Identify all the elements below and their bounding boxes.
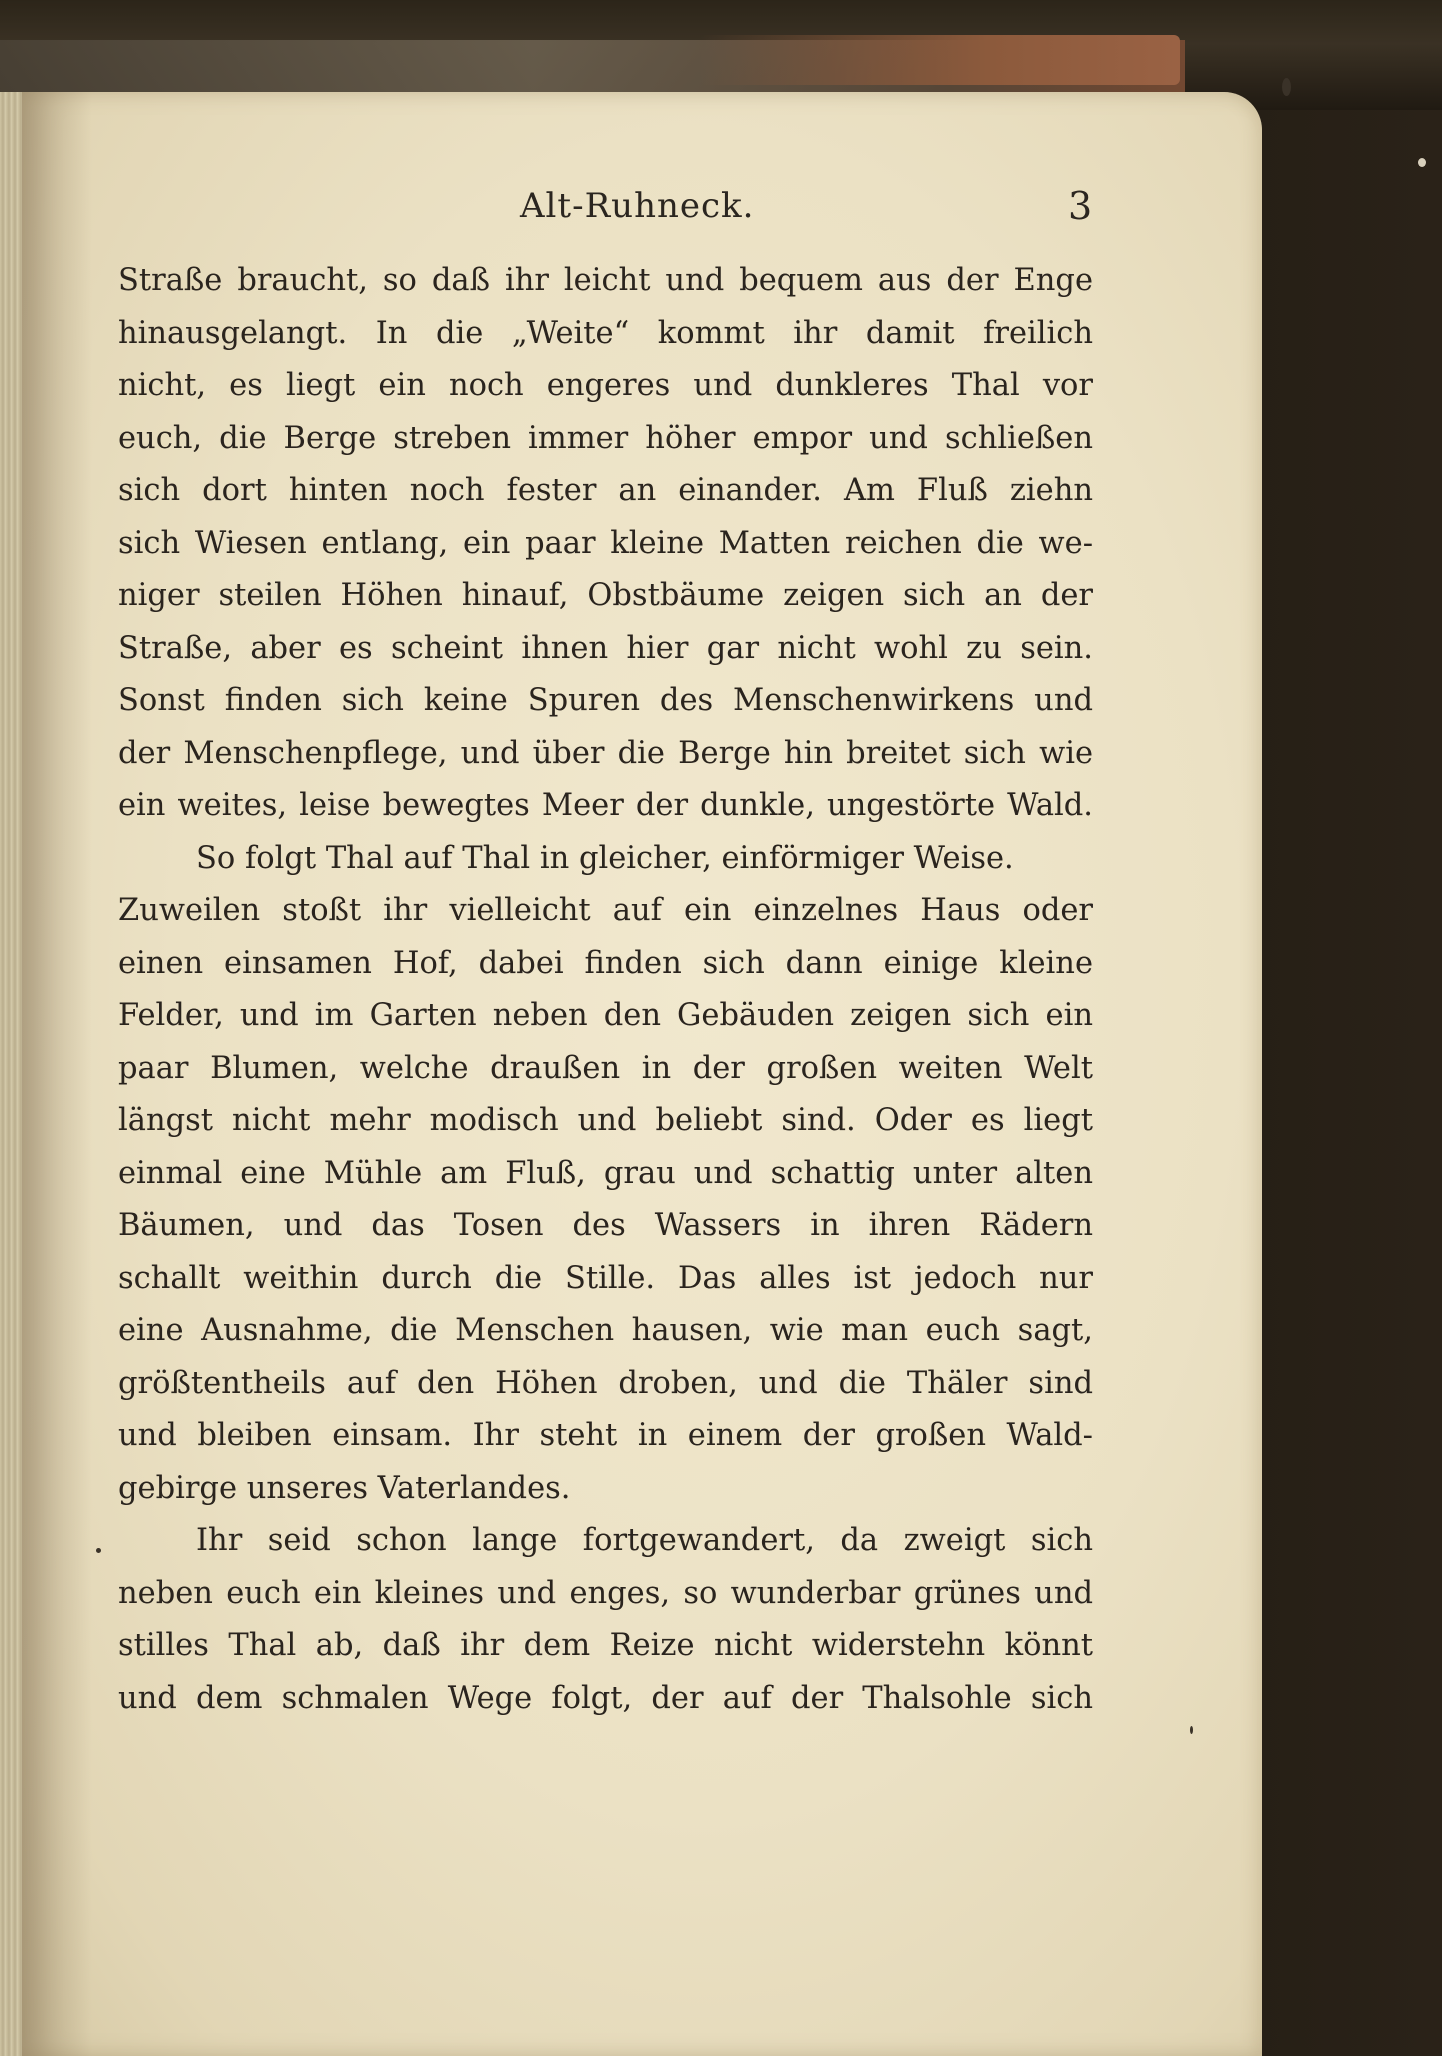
text-line: gebirge unseres Vaterlandes. [118, 1470, 571, 1506]
text-line: Straße, aber es scheint ihnen hier gar nicht wohl zu sein. [118, 630, 1093, 666]
text-line: größtentheils auf den Höhen droben, und die Thäler sind [118, 1365, 1093, 1401]
text-line: Bäumen, und das Tosen des Wassers in ihren Rädern [118, 1208, 1093, 1243]
text-line: Felder, und im Garten neben den Gebäuden zeigen sich ein [118, 998, 1093, 1033]
text-line: sich Wiesen entlang, ein paar kleine Matten reichen die we- [118, 525, 1093, 561]
page-number: 3 [1068, 184, 1093, 228]
text-line: Straße braucht, so daß ihr leicht und bequem aus der Enge [118, 263, 1093, 298]
gutter-shadow [22, 92, 92, 2056]
text-line: neben euch ein kleines und enges, so wunderbar grünes und [118, 1575, 1093, 1611]
text-line: längst nicht mehr modisch und beliebt sind. Oder es liegt [118, 1103, 1093, 1138]
book-cover-stain [700, 35, 1180, 85]
scan-speck [96, 1548, 101, 1553]
text-line: Zuweilen stoßt ihr vielleicht auf ein einzelnes Haus oder [118, 893, 1093, 928]
text-line: sich dort hinten noch fester an einander. Am Fluß ziehn [118, 473, 1093, 508]
scan-speck [1190, 1726, 1193, 1734]
text-line: und dem schmalen Wege folgt, der auf der Thalsohle sich [118, 1680, 1093, 1716]
text-line: der Menschenpflege, und über die Berge hin breitet sich wie [118, 735, 1093, 771]
text-line: einmal eine Mühle am Fluß, grau und schattig unter alten [118, 1155, 1093, 1191]
text-line: euch, die Berge streben immer höher empor und schließen [118, 420, 1093, 456]
text-line: ein weites, leise bewegtes Meer der dunkle, ungestörte Wald. [118, 788, 1093, 823]
running-head: Alt-Ruhneck. [520, 186, 755, 226]
text-line: So folgt Thal auf Thal in gleicher, einförmiger Weise. [196, 840, 1014, 876]
text-line: Sonst finden sich keine Spuren des Menschenwirkens und [118, 683, 1093, 718]
text-line: und bleiben einsam. Ihr steht in einem der großen Wald- [118, 1418, 1093, 1453]
scan-speck [1418, 158, 1426, 167]
text-line: nicht, es liegt ein noch engeres und dunkleres Thal vor [118, 368, 1093, 403]
text-line: einen einsamen Hof, dabei finden sich dann einige kleine [118, 945, 1093, 981]
text-line: hinausgelangt. In die „Weite“ kommt ihr damit freilich [118, 315, 1093, 351]
text-line: Ihr seid schon lange fortgewandert, da zweigt sich [196, 1523, 1093, 1558]
body-text [118, 255, 1093, 1725]
text-line: schallt weithin durch die Stille. Das alles ist jedoch nur [118, 1260, 1093, 1296]
text-line: niger steilen Höhen hinauf, Obstbäume zeigen sich an der [118, 578, 1093, 613]
scan-speck [1282, 78, 1291, 96]
text-line: eine Ausnahme, die Menschen hausen, wie man euch sagt, [118, 1313, 1093, 1348]
text-line: paar Blumen, welche draußen in der großen weiten Welt [118, 1050, 1093, 1086]
text-line: stilles Thal ab, daß ihr dem Reize nicht widerstehn könnt [118, 1628, 1093, 1663]
